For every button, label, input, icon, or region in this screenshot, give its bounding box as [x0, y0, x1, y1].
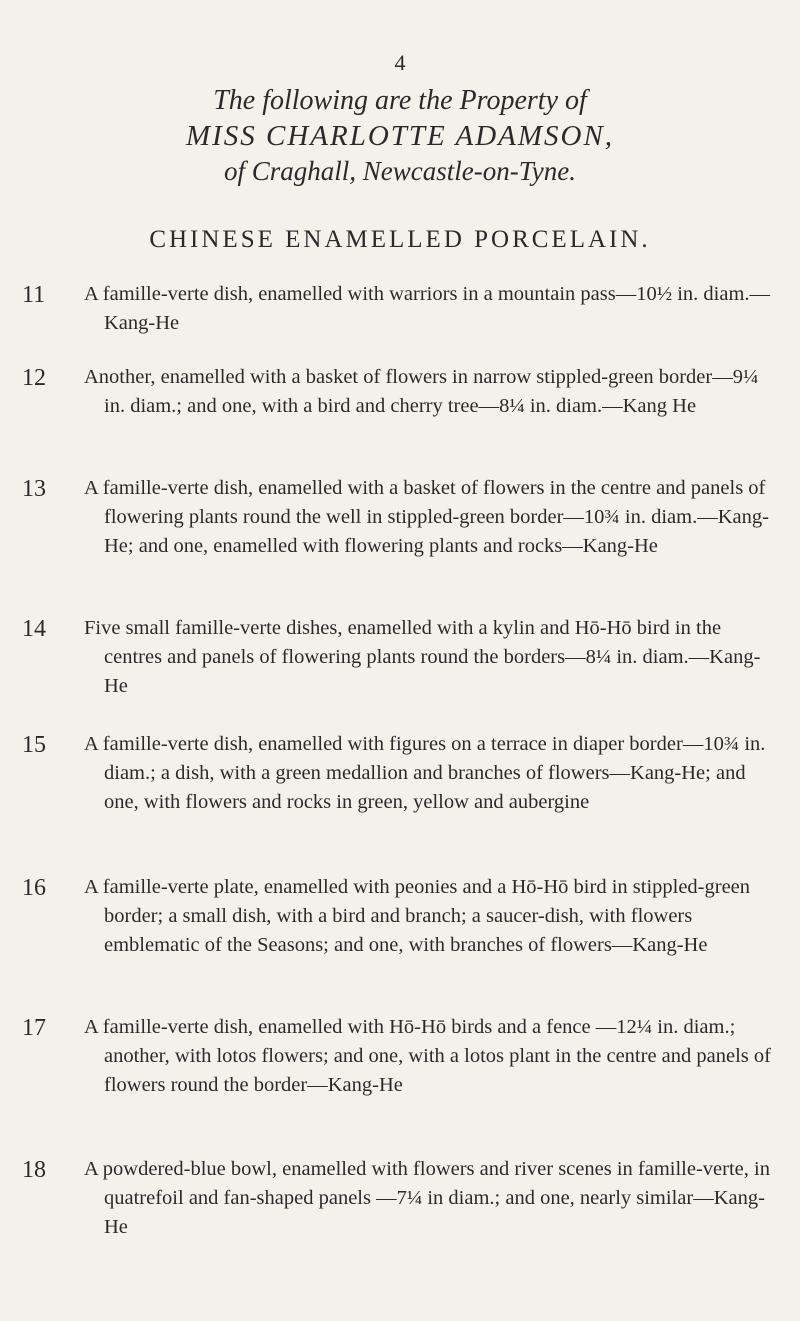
lot-number: 15 — [22, 732, 46, 758]
lot-description: Another, enamelled with a basket of flowers in narrow stippled-green border—9¼ in. diam.; and one, with a bird and cherry tree—8¼ in. diam.—Kang He — [84, 366, 759, 417]
lot-number: 13 — [22, 476, 46, 502]
lot-number: 11 — [22, 282, 46, 308]
lot-description: A powdered-blue bowl, enamelled with flowers and river scenes in famille-verte, in quatrefoil and fan-shaped panels —7¼ in diam.; and one, nearly similar—Kang-He — [84, 1158, 770, 1238]
lot-description: A famille-verte dish, enamelled with Hō-Hō birds and a fence —12¼ in. diam.; another, with lotos flowers; and one, with a lotos plant in the centre and panels of flowers round the border—Kang-He — [84, 1016, 771, 1096]
header — [0, 84, 800, 188]
header-owner-name: MISS CHARLOTTE ADAMSON, — [185, 120, 615, 152]
lot-number: 12 — [22, 365, 46, 391]
lot-description: A famille-verte plate, enamelled with peonies and a Hō-Hō bird in stippled-green border; a small dish, with a bird and branch; a saucer-dish, with flowers emblematic of the Seasons; and one, with branches of flowers—Kang-He — [84, 876, 751, 956]
lot-description: Five small famille-verte dishes, enamelled with a kylin and Hō-Hō bird in the centres and panels of flowering plants round the borders—8¼ in. diam.—Kang-He — [84, 617, 761, 697]
section-title: CHINESE ENAMELLED PORCELAIN. — [149, 226, 651, 253]
lot-number: 16 — [22, 875, 46, 901]
lot-description: A famille-verte dish, enamelled with warriors in a mountain pass—10½ in. diam.—Kang-He — [84, 283, 771, 334]
lot-number: 18 — [22, 1157, 46, 1183]
lot-number: 14 — [22, 616, 46, 642]
header-ownership-line: The following are the Property of — [213, 85, 587, 116]
lot-description: A famille-verte dish, enamelled with figures on a terrace in diaper border—10¾ in. diam.; a dish, with a green medallion and branches of flowers—Kang-He; and one, with flowers and rocks in green, yellow and aubergine — [84, 733, 766, 813]
lot-description: A famille-verte dish, enamelled with a basket of flowers in the centre and panels of flowering plants round the well in stippled-green border—10¾ in. diam.—Kang-He; and one, enamelled with flowering plants and rocks—Kang-He — [84, 477, 769, 557]
lot-number: 17 — [22, 1015, 46, 1041]
page-number: 4 — [394, 50, 406, 75]
header-owner-address: of Craghall, Newcastle-on-Tyne. — [224, 156, 576, 186]
